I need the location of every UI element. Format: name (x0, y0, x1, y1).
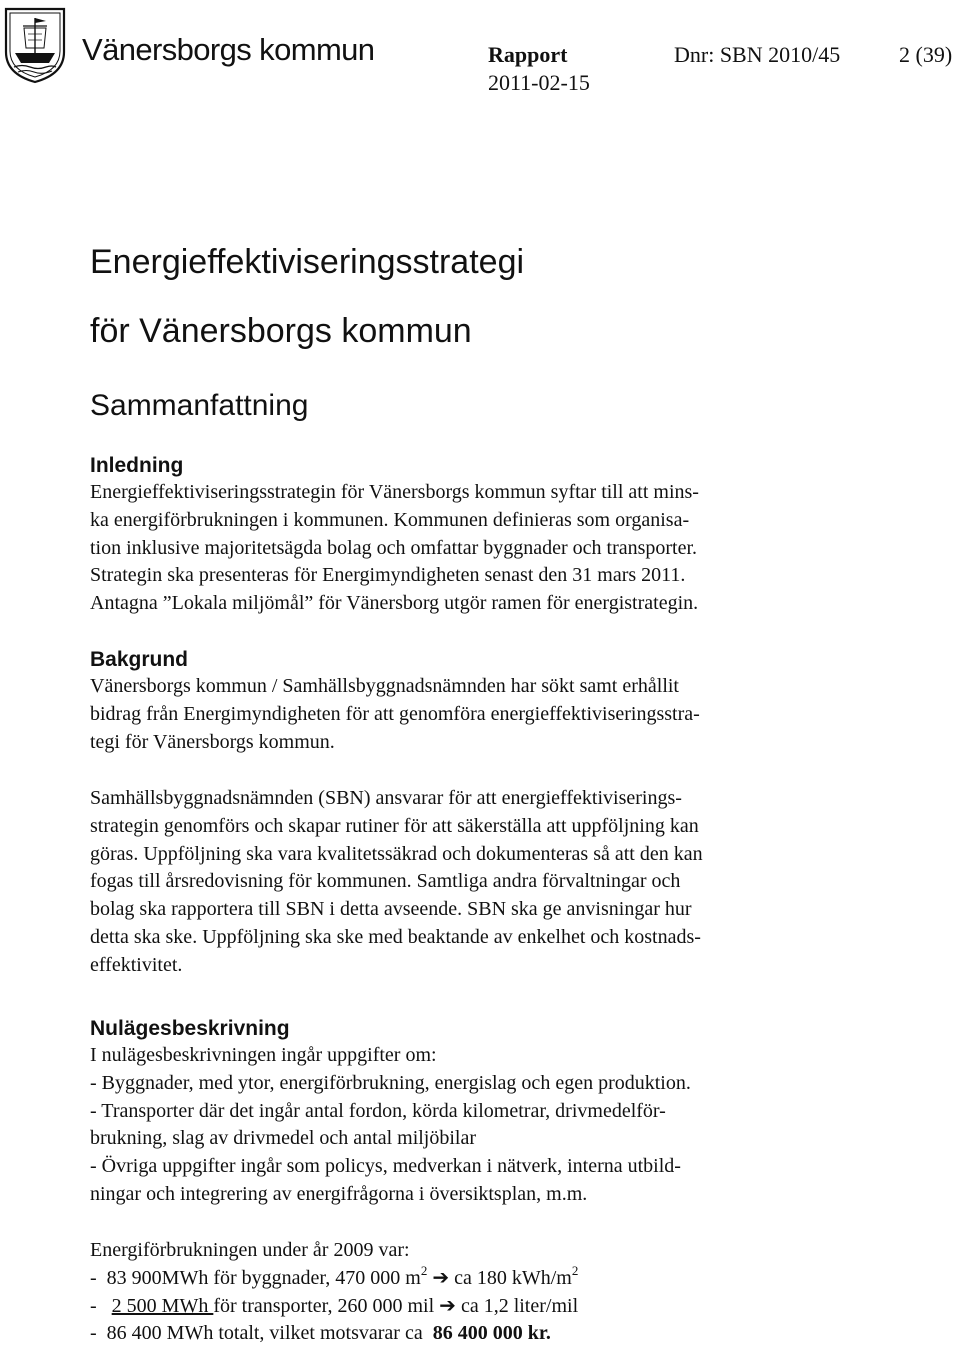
text-line: Strategin ska presenteras för Energimyndigheten senast den 31 mars 2011. (90, 564, 686, 587)
municipality-logo (2, 4, 68, 84)
energy-transport-value: 2 500 MWh (111, 1294, 214, 1317)
energy-transport-text: för transporter, 260 000 mil (213, 1294, 435, 1317)
text-line: Energieffektiviseringsstrategin för Vänersborgs kommun syftar till att mins- (90, 481, 699, 503)
text-line: - Transporter där det ingår antal fordon, körda kilometrar, drivmedelför- (90, 1099, 666, 1122)
text-line: effektivitet. (90, 953, 183, 976)
text-line: göras. Uppföljning ska vara kvalitetssäkrad och dokumenteras så att den kan (90, 842, 703, 865)
report-date: 2011-02-15 (488, 70, 590, 95)
organization-name: Vänersborgs kommun (82, 32, 375, 67)
energy-row-buildings (90, 1262, 940, 1293)
text-line: Vänersborgs kommun / Samhällsbyggnadsnämnden har sökt samt erhållit (90, 675, 679, 697)
paragraph-inledning (90, 479, 940, 618)
energy-total-text: 86 400 MWh totalt, vilket motsvarar ca (106, 1322, 423, 1345)
energy-buildings-ratio: ca 180 kWh/m (454, 1266, 572, 1289)
section-heading-nulage: Nulägesbeskrivning (90, 1017, 290, 1040)
energy-row-total (90, 1320, 940, 1348)
text-line: bidrag från Energimyndigheten för att genomföra energieffektiviseringsstra- (90, 702, 700, 725)
list-dash: - (90, 1266, 97, 1289)
arrow-icon: ➔ (432, 1266, 450, 1289)
paragraph-bakgrund-1 (90, 673, 940, 756)
registration-number: Dnr: SBN 2010/45 (674, 42, 841, 67)
text-line: ningar och integrering av energifrågorna i översiktsplan, m.m. (90, 1182, 588, 1205)
text-line: detta ska ske. Uppföljning ska ske med beaktande av enkelhet och kostnads- (90, 925, 701, 948)
arrow-icon: ➔ (439, 1294, 456, 1317)
superscript: 2 (571, 1262, 579, 1278)
page-number: 2 (39) (899, 42, 953, 67)
text-line: strategin genomförs och skapar rutiner för att säkerställa att uppföljning kan (90, 814, 699, 837)
text-line: Samhällsbyggnadsnämnden (SBN) ansvarar för att energieffektiviserings- (90, 787, 682, 809)
paragraph-nulage (90, 1042, 940, 1209)
text-line: tegi för Vänersborgs kommun. (90, 730, 335, 753)
document-title-line2: för Vänersborgs kommun (90, 312, 472, 350)
text-line: ka energiförbrukningen i kommunen. Kommunen definieras som organisa- (90, 508, 690, 531)
energy-transport-ratio: ca 1,2 liter/mil (460, 1294, 579, 1317)
energy-buildings-text: 83 900MWh för byggnader, 470 000 m (106, 1266, 421, 1289)
text-line: I nulägesbeskrivningen ingår uppgifter om: (90, 1044, 437, 1066)
text-line: - Övriga uppgifter ingår som policys, medverkan i nätverk, interna utbild- (90, 1155, 681, 1178)
summary-heading: Sammanfattning (90, 389, 309, 422)
paragraph-bakgrund-2 (90, 785, 940, 980)
text-line: brukning, slag av drivmedel och antal miljöbilar (90, 1127, 477, 1150)
energy-intro: Energiförbrukningen under år 2009 var: (90, 1239, 410, 1261)
report-type: Rapport (488, 42, 568, 67)
energy-row-transport (90, 1293, 940, 1321)
document-title-line1: Energieffektiviseringsstrategi (90, 243, 525, 281)
list-dash: - (90, 1294, 97, 1317)
text-line: fogas till årsredovisning för kommunen. Samtliga andra förvaltningar och (90, 870, 681, 893)
text-line: Antagna ”Lokala miljömål” för Vänersborg utgör ramen för energistrategin. (90, 592, 699, 615)
energy-total-cost: 86 400 000 kr. (432, 1322, 551, 1345)
energy-summary (90, 1237, 940, 1348)
superscript: 2 (420, 1262, 428, 1278)
text-line: tion inklusive majoritetsägda bolag och omfattar byggnader och transporter. (90, 536, 698, 559)
section-heading-bakgrund: Bakgrund (90, 648, 189, 671)
section-heading-inledning: Inledning (90, 454, 184, 477)
list-dash: - (90, 1322, 97, 1345)
text-line: bolag ska rapportera till SBN i detta avseende. SBN ska ge anvisningar hur (90, 898, 692, 921)
text-line: - Byggnader, med ytor, energiförbrukning, energislag och egen produktion. (90, 1071, 691, 1094)
